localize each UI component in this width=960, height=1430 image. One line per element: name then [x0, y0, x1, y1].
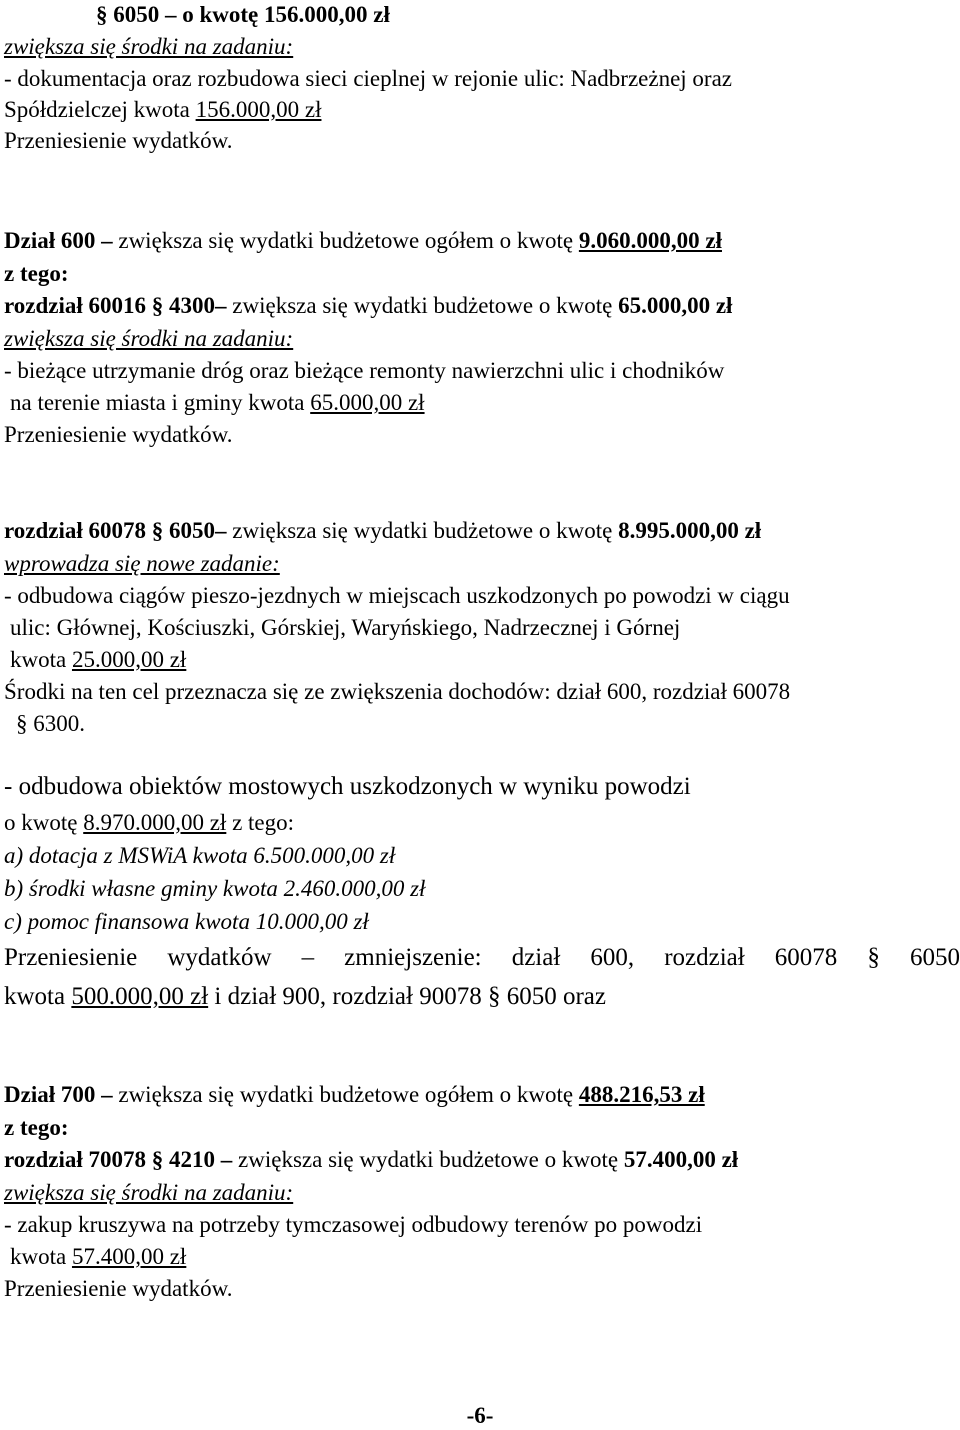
task-amount: 156.000,00 zł	[195, 97, 322, 122]
task-description-line: - zakup kruszywa na potrzeby tymczasowej odbudowy terenów po powodzi	[4, 1212, 703, 1237]
paragraph-sign: §	[151, 518, 164, 543]
dzial-amount: 9.060.000,00 zł	[578, 228, 722, 253]
dzial-700-heading: Dział 700 – zwiększa się wydatki budżetowe ogółem o kwotę 488.216,53 zł	[4, 1082, 705, 1107]
paragraph-sign: §	[867, 944, 880, 971]
transfer-reduction-line: kwota 500.000,00 zł i dział 900, rozdział 90078 § 6050 oraz	[4, 983, 606, 1010]
rozdzial-60078-heading: rozdział 60078 § 6050– zwiększa się wydatki budżetowe o kwotę 8.995.000,00 zł	[4, 518, 762, 543]
z-tego-label: z tego:	[4, 1115, 69, 1140]
dzial-600-heading: Dział 600 – zwiększa się wydatki budżetowe ogółem o kwotę 9.060.000,00 zł	[4, 228, 722, 253]
page-number: -6-	[466, 1403, 494, 1428]
task-amount: 65.000,00 zł	[310, 390, 425, 415]
task-description-line: Spółdzielczej kwota 156.000,00 zł	[4, 97, 322, 122]
rozdzial-amount: 57.400,00 zł	[623, 1147, 739, 1172]
section-header-6050	[4, 2, 390, 28]
paragraph-sign: §	[487, 983, 501, 1010]
paragraph-sign: §	[96, 2, 108, 27]
paragraph-sign: §	[16, 711, 28, 736]
task-description-line: kwota 57.400,00 zł	[10, 1244, 187, 1269]
funding-item-a: a) dotacja z MSWiA kwota 6.500.000,00 zł	[4, 843, 396, 868]
funding-item-c: c) pomoc finansowa kwota 10.000,00 zł	[4, 909, 369, 934]
task-description-line: kwota 25.000,00 zł	[10, 647, 187, 672]
paragraph-sign: §	[151, 293, 164, 318]
paragraph-sign: §	[151, 1147, 164, 1172]
task-description-line: ulic: Głównej, Kościuszki, Górskiej, Waryńskiego, Nadrzecznej i Górnej	[10, 615, 681, 640]
increase-funds-label: zwiększa się środki na zadaniu:	[4, 1180, 294, 1205]
funding-note-line: § 6300.	[16, 711, 85, 736]
task-description-line: o kwotę 8.970.000,00 zł z tego:	[4, 810, 295, 835]
task-description-line: - bieżące utrzymanie dróg oraz bieżące remonty nawierzchni ulic i chodników	[4, 358, 725, 383]
task-amount: 25.000,00 zł	[71, 647, 187, 672]
task-description-line: na terenie miasta i gminy kwota 65.000,00 zł	[10, 390, 425, 415]
new-task-label: wprowadza się nowe zadanie:	[4, 551, 280, 576]
dzial-amount: 488.216,53 zł	[578, 1082, 705, 1107]
transfer-note: Przeniesienie wydatków.	[4, 422, 233, 447]
task-amount: 8.970.000,00 zł	[83, 810, 227, 835]
transfer-amount: 500.000,00 zł	[71, 983, 209, 1010]
rozdzial-amount: 8.995.000,00 zł	[618, 518, 762, 543]
increase-funds-label: zwiększa się środki na zadaniu:	[4, 326, 294, 351]
task-description-line: - odbudowa obiektów mostowych uszkodzonych w wyniku powodzi	[4, 773, 691, 800]
task-description-line: - dokumentacja oraz rozbudowa sieci cieplnej w rejonie ulic: Nadbrzeżnej oraz	[4, 66, 732, 91]
transfer-reduction-line: Przeniesienie wydatków – zmniejszenie: dział 600, rozdział 60078 § 6050	[4, 944, 960, 971]
task-amount: 57.400,00 zł	[71, 1244, 187, 1269]
rozdzial-60016-heading: rozdział 60016 § 4300– zwiększa się wydatki budżetowe o kwotę 65.000,00 zł	[4, 293, 733, 318]
transfer-note: Przeniesienie wydatków.	[4, 128, 233, 153]
z-tego-label: z tego:	[4, 261, 69, 286]
funding-note-line: Środki na ten cel przeznacza się ze zwiększenia dochodów: dział 600, rozdział 60078	[4, 679, 791, 704]
increase-funds-label: zwiększa się środki na zadaniu:	[4, 34, 294, 59]
transfer-note: Przeniesienie wydatków.	[4, 1276, 233, 1301]
rozdzial-amount: 65.000,00 zł	[618, 293, 733, 318]
task-description-line: - odbudowa ciągów pieszo-jezdnych w miejscach uszkodzonych po powodzi w ciągu	[4, 583, 790, 608]
header-amount: 6050 – o kwotę 156.000,00 zł	[113, 2, 390, 27]
rozdzial-70078-heading: rozdział 70078 § 4210 – zwiększa się wydatki budżetowe o kwotę 57.400,00 zł	[4, 1147, 739, 1172]
funding-item-b: b) środki własne gminy kwota 2.460.000,00 zł	[4, 876, 426, 901]
